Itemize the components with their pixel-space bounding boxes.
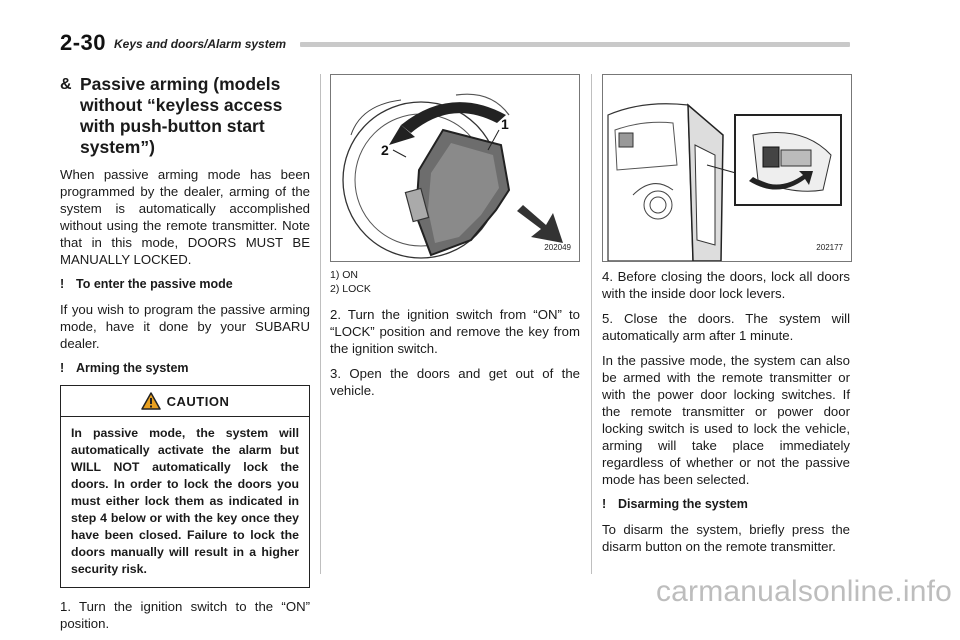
step-1: 1. Turn the ignition switch to the “ON” position. <box>60 599 310 631</box>
subheading-text: To enter the passive mode <box>76 277 233 291</box>
watermark: carmanualsonline.info <box>655 575 952 608</box>
subheading-text: Disarming the system <box>618 497 748 511</box>
page-header <box>60 30 850 60</box>
subheading-disarming <box>602 496 850 513</box>
disarm-paragraph: To disarm the system, briefly press the disarm button on the remote transmitter. <box>602 522 850 554</box>
subheading-bullet: ! <box>602 497 607 511</box>
figure-legend <box>330 268 580 296</box>
figure-door-lock <box>602 74 852 262</box>
legend-item-lock: 2) LOCK <box>330 283 371 295</box>
step-3: 3. Open the doors and get out of the vehicle. <box>330 366 580 398</box>
column-divider-2 <box>591 74 592 574</box>
callout-1: 1 <box>501 116 509 132</box>
section-title: Keys and doors/Alarm system <box>114 37 287 51</box>
callout-2: 2 <box>381 142 389 158</box>
door-lock-illustration <box>603 75 851 261</box>
step-5: 5. Close the doors. The system will automatically arm after 1 minute. <box>602 311 850 343</box>
caution-header <box>61 386 309 417</box>
ignition-key-illustration <box>331 75 579 261</box>
column-2 <box>330 74 580 407</box>
intro-paragraph: When passive arming mode has been programmed by the dealer, arming of the system is automatically accomplished without using the remote transmitter. Note that in this mode, DOORS MUST BE MANUALLY LOCKED. <box>60 167 310 267</box>
figure-ignition-key <box>330 74 580 262</box>
subheading-text: Arming the system <box>76 361 189 375</box>
column-1 <box>60 74 310 640</box>
heading-text: Passive arming (models without “keyless access with push-button start system”) <box>80 74 283 157</box>
figure-code: 202049 <box>544 243 571 252</box>
caution-box <box>60 385 310 588</box>
subheading-enter-passive <box>60 276 310 293</box>
column-divider-1 <box>320 74 321 574</box>
step-4: 4. Before closing the doors, lock all doors with the inside door lock levers. <box>602 269 850 301</box>
legend-item-on: 1) ON <box>330 269 359 281</box>
header-rule <box>300 42 850 47</box>
column-3 <box>602 74 850 563</box>
heading-mark: & <box>60 76 72 93</box>
section-heading <box>60 74 310 158</box>
subheading-bullet: ! <box>60 361 65 375</box>
subheading-arming <box>60 360 310 377</box>
caution-text: In passive mode, the system will automatically activate the alarm but WILL NOT automatically lock the doors. In order to lock the doors you must either lock them as indicated in step 4 below or with the key once they have been closed. Failure to lock the doors manually will result in a higher security risk. <box>71 426 299 576</box>
subheading-bullet: ! <box>60 277 65 291</box>
caution-title: CAUTION <box>166 393 230 409</box>
step-2: 2. Turn the ignition switch from “ON” to “LOCK” position and remove the key from the ignition switch. <box>330 307 580 356</box>
enter-passive-paragraph: If you wish to program the passive arming mode, have it done by your SUBARU dealer. <box>60 302 310 351</box>
figure-code: 202177 <box>816 243 843 252</box>
page-number: 2-30 <box>60 30 107 55</box>
passive-mode-note: In the passive mode, the system can also be armed with the remote transmitter or with the power door locking switches. If the remote transmitter or power door locking switch is used to lock the vehicle, arming will take place immediately regardless of whether or not the passive mode has been selected. <box>602 353 850 487</box>
warning-triangle-icon <box>141 392 161 410</box>
